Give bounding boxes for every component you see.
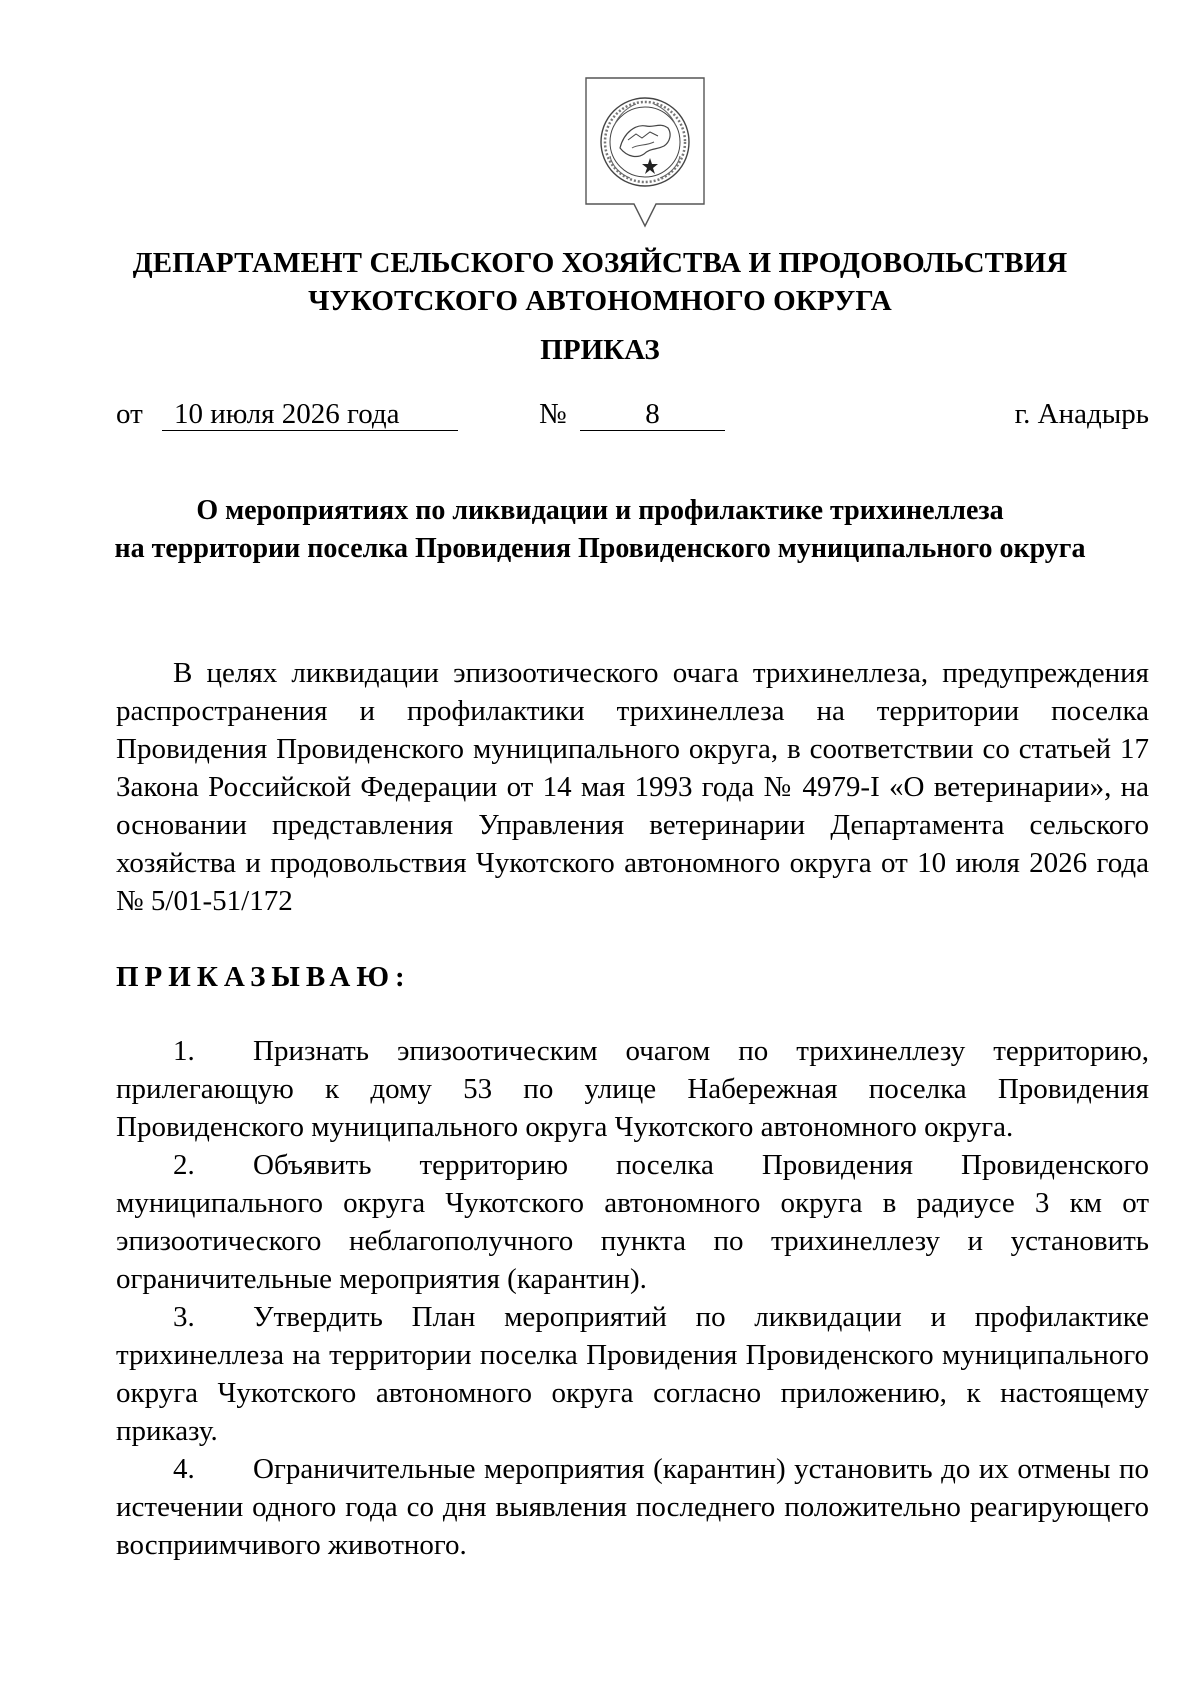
subject-line-2: на территории поселка Провидения Провиденского муниципального округа	[114, 533, 1086, 564]
date-prefix: от	[116, 398, 143, 430]
document-type: ПРИКАЗ	[540, 334, 660, 366]
order-items-list	[116, 1032, 1149, 1564]
item-text: Утвердить План мероприятий по ликвидации и профилактике трихинеллеза на территории поселка Провидения Провиденского муниципального округа Чукотского автономного округа согласно приложению, к настоящему приказу.	[116, 1301, 1149, 1447]
organization-line-1: ДЕПАРТАМЕНТ СЕЛЬСКОГО ХОЗЯЙСТВА И ПРОДОВОЛЬСТВИЯ	[132, 247, 1068, 279]
order-directive-heading: ПРИКАЗЫВАЮ:	[116, 961, 411, 993]
order-number: 8	[580, 396, 725, 431]
city: г. Анадырь	[1014, 398, 1149, 430]
item-number: 4.	[173, 1453, 195, 1485]
list-item	[116, 1298, 1149, 1450]
list-item	[116, 1146, 1149, 1298]
item-number: 3.	[173, 1301, 195, 1333]
item-number: 1.	[173, 1035, 195, 1067]
number-prefix: №	[539, 398, 567, 430]
order-meta-row	[116, 396, 1149, 436]
item-text: Объявить территорию поселка Провидения Провиденского муниципального округа Чукотского автономного округа в радиусе 3 км от эпизоотического неблагополучного пункта по трихинеллезу и установить ограничительные мероприятия (карантин).	[116, 1149, 1149, 1295]
date-field	[162, 396, 458, 431]
item-text: Ограничительные мероприятия (карантин) установить до их отмены по истечении одного года со дня выявления последнего положительно реагирующего восприимчивого животного.	[116, 1453, 1149, 1561]
subject-line-1: О мероприятиях по ликвидации и профилактике трихинеллеза	[196, 495, 1004, 526]
list-item	[116, 1032, 1149, 1146]
list-item	[116, 1450, 1149, 1564]
item-number: 2.	[173, 1149, 195, 1181]
order-subject	[0, 492, 1200, 568]
item-text: Признать эпизоотическим очагом по трихинеллезу территорию, прилегающую к дому 53 по улице Набережная поселка Провидения Провиденского муниципального округа Чукотского автономного округа.	[116, 1035, 1149, 1143]
organization-name	[0, 244, 1200, 320]
order-date: 10 июля 2026 года	[174, 398, 400, 430]
preamble-paragraph: В целях ликвидации эпизоотического очага трихинеллеза, предупреждения распространения и профилактики трихинеллеза на территории поселка Провидения Провиденского муниципального округа, в соответствии со статьей 17 Закона Российской Федерации от 14 мая 1993 года № 4979-I «О ветеринарии», на основании представления Управления ветеринарии Департамента сельского хозяйства и продовольствия Чукотского автономного округа от 10 июля 2026 года № 5/01-51/172	[116, 657, 1149, 917]
coat-of-arms-emblem-icon	[584, 76, 706, 228]
organization-line-2: ЧУКОТСКОГО АВТОНОМНОГО ОКРУГА	[308, 285, 892, 317]
